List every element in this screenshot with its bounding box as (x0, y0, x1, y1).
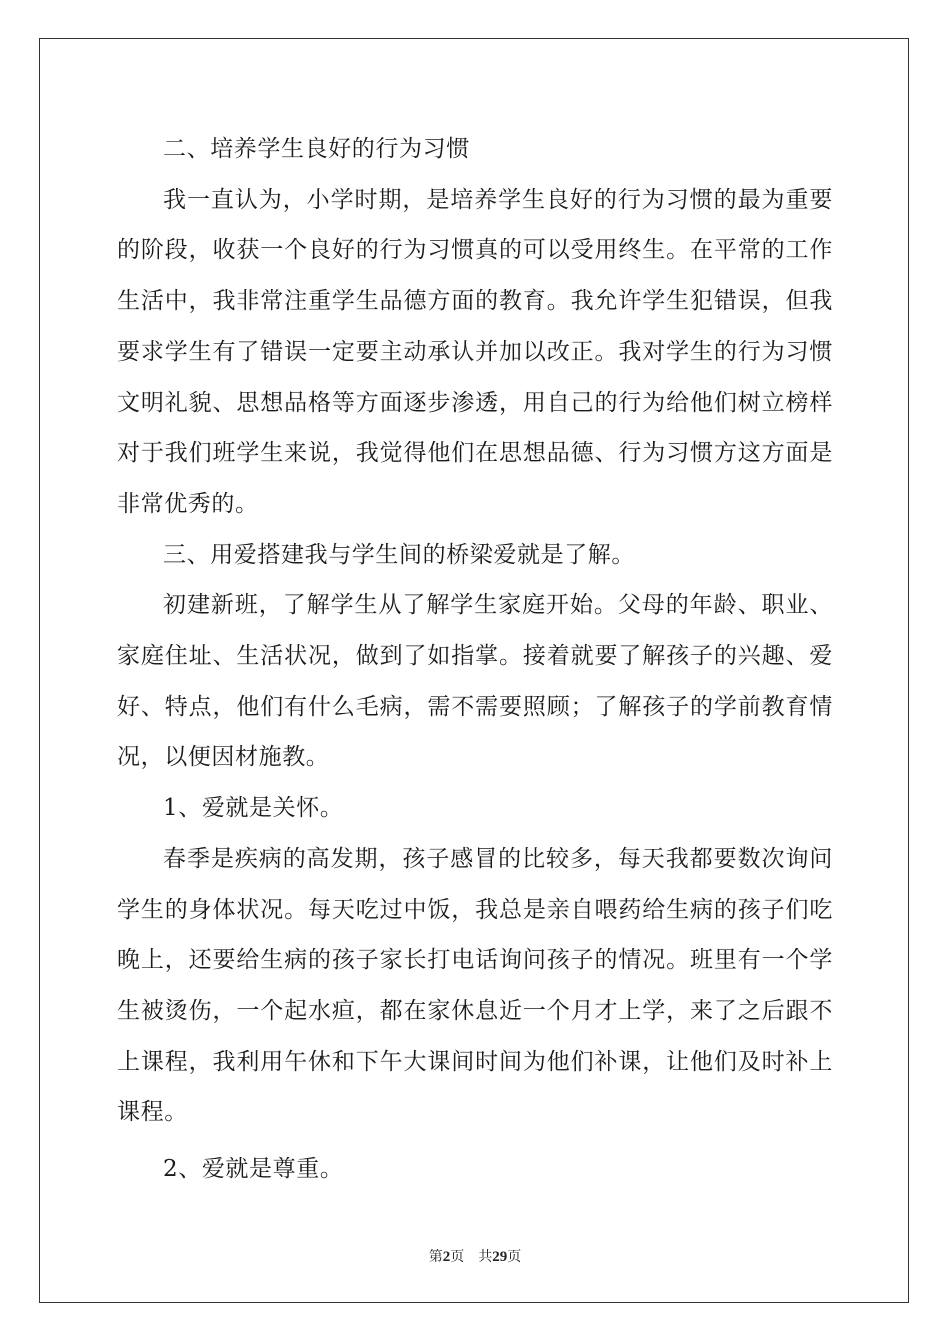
heading-love-is-care: 1、爱就是关怀。 (163, 795, 344, 822)
paragraph-understanding-students: 初建新班，了解学生从了解学生家庭开始。父母的年龄、职业、家庭住址、生活状况，做到了如指掌。接着就要了解孩子的兴趣、爱好、特点，他们有什么毛病，需不需要照顾；了解孩子的学前教育情况，以便因材施教。 (117, 592, 833, 771)
page-total: 共29页 (478, 1249, 522, 1265)
heading-behavior-habits: 二、培养学生良好的行为习惯 (163, 136, 470, 162)
document-body (117, 124, 833, 1195)
page-number: 第2页 (428, 1249, 465, 1265)
heading-love-is-respect: 2、爱就是尊重。 (163, 1156, 344, 1183)
paragraph-care: 春季是疾病的高发期，孩子感冒的比较多，每天我都要数次询问学生的身体状况。每天吃过中饭，我总是亲自喂药给生病的孩子们吃晚上，还要给生病的孩子家长打电话询问孩子的情况。班里有一个学生被烫伤，一个起水疸，都在家休息近一个月才上学，来了之后跟不上课程，我利用午休和下午大课间时间为他们补课，让他们及时补上课程。 (117, 845, 833, 1126)
page-footer (0, 1246, 950, 1266)
heading-love-bridge: 三、用爱搭建我与学生间的桥梁爱就是了解。 (163, 541, 635, 568)
paragraph-behavior-habits: 我一直认为，小学时期，是培养学生良好的行为习惯的最为重要的阶段，收获一个良好的行为习惯真的可以受用终生。在平常的工作生活中，我非常注重学生品德方面的教育。我允许学生犯错误，但我要求学生有了错误一定要主动承认并加以改正。我对学生的行为习惯文明礼貌、思想品格等方面逐步渗透，用自己的行为给他们树立榜样对于我们班学生来说，我觉得他们在思想品德、行为习惯方这方面是非常优秀的。 (117, 186, 833, 517)
